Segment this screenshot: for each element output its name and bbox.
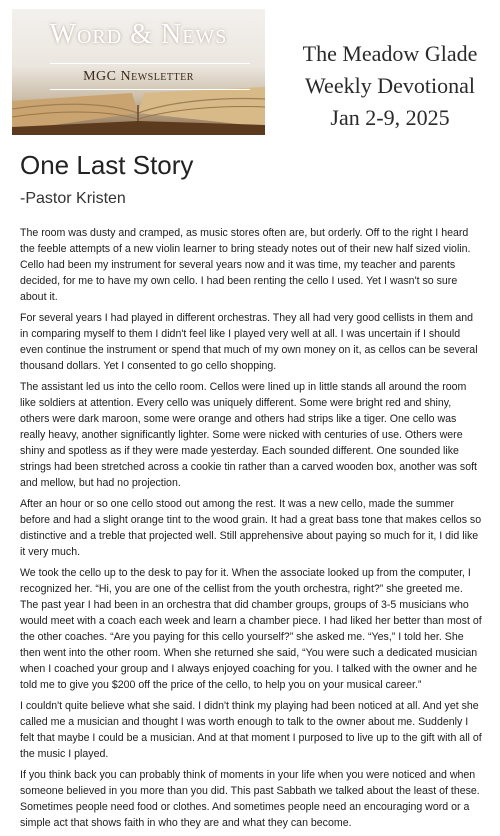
article-paragraph: The assistant led us into the cello room. Cellos were lined up in little stands all around the room like soldiers at attention. Every cello was uniquely different. Some were bright red and shiny, others were dark maroon, some were orange and others had strips like a tiger. One cello was really heavy, another significantly lighter. Some were nicked with centuries of use. Others were shiny and spotless as if they were made yesterday. Each sounded different. One sounded like strings had been stretched across a cookie tin rather than a carved wooden box, another was soft and mellow, but had no projection. — [20, 381, 477, 489]
banner-title: Word & News — [49, 19, 228, 50]
article-paragraph: After an hour or so one cello stood out among the rest. It was a new cello, made the summer before and had a slight orange tint to the wood grain. It had a great bass tone that makes cellos so distinctive and a treble that projected well. Still apprehensive about paying so much for it, I did like it very much. — [20, 498, 482, 558]
article-title: One Last Story — [20, 150, 194, 180]
newsletter-banner — [12, 9, 265, 135]
banner-divider — [50, 63, 250, 64]
masthead — [280, 38, 500, 134]
banner-divider — [50, 89, 250, 90]
article-body — [20, 225, 483, 836]
article-paragraph: I couldn't quite believe what she said. I didn't think my playing had been noticed at all. And yet she called me a musician and thought I was worth enough to talk to the owner about me. Suddenly I felt that maybe I could be a musician. And at that moment I purposed to live up to the gift with all of the music I played. — [20, 700, 482, 760]
article-paragraph: We took the cello up to the desk to pay for it. When the associate looked up from the computer, I recognized her. “Hi, you are one of the cellist from the youth orchestra, right?” she greeted me. The past year I had been in an orchestra that did chamber groups, groups of 3-5 musicians who would meet with a coach each week and learn a chamber piece. I had liked her better than most of the other coaches. “Are you paying for this cello yourself?” she asked me. “Yes,” I told her. She then went into the other room. When she returned she said, “You were such a dedicated musician when I coached your group and I always enjoyed coaching for you. I talked with the owner and he told me to give you $200 off the price of the cello, to help you on your musical career.” — [20, 567, 482, 691]
masthead-publication: Weekly Devotional — [305, 73, 475, 98]
article-paragraph: If you think back you can probably think of moments in your life when you were noticed and when someone believed in you more than you did. This past Sabbath we talked about the least of these. Sometimes people need food or clothes. And sometimes people need an encouraging word or a simple act that shows faith in who they are and what they can become. — [20, 769, 480, 829]
article-author: -Pastor Kristen — [20, 190, 126, 207]
masthead-church-name: The Meadow Glade — [302, 41, 478, 66]
article-paragraph: For several years I had played in different orchestras. They all had very good cellists in them and in comparing myself to them I didn't feel like I played very well at all. I was uncertain if I should even continue the instrument or spend that much of my own money on it, as cellos can be several thousand dollars. Yet I consented to go cello shopping. — [20, 312, 478, 372]
article-paragraph: The room was dusty and cramped, as music stores often are, but orderly. Off to the right I heard the feeble attempts of a new violin learner to bring steady notes out of their new half sized violin. Cello had been my instrument for several years now and it was time, my teacher and parents decided, for me to have my own cello. I had been renting the cello I used. Yet I wasn't so sure about it. — [20, 227, 471, 303]
masthead-date-range: Jan 2-9, 2025 — [330, 105, 450, 130]
banner-subtitle: MGC Newsletter — [83, 69, 194, 84]
